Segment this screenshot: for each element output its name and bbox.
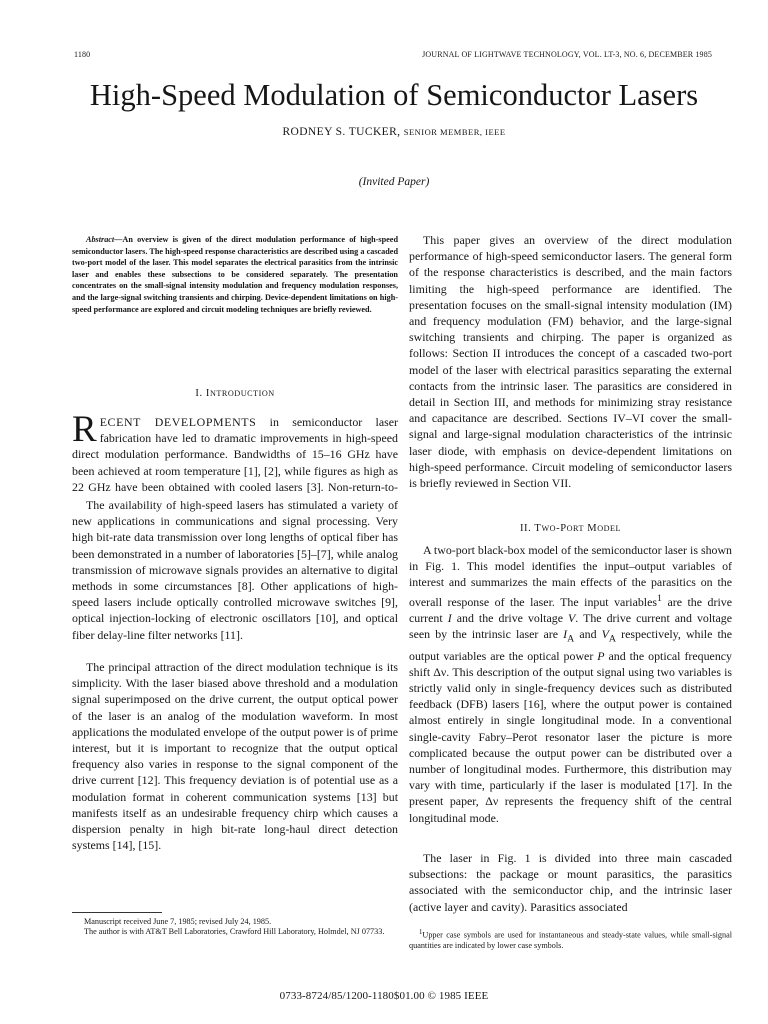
received-note: Manuscript received June 7, 1985; revised July 24, 1985. — [84, 917, 272, 926]
abstract-label: Abstract— — [86, 235, 123, 244]
section-heading-two-port-model — [409, 523, 732, 534]
section-title-rest: NTRODUCTION — [210, 389, 275, 398]
subscript-A: A — [567, 633, 575, 645]
overview-paragraph: This paper gives an overview of the direct modulation performance of high-speed semiconductor lasers. The general form of the response characteristics is described, and the main factors limiting the high-speed performance are identified. The presentation focuses on the small-signal intensity modulation (IM) and frequency modulation (FM) behavior, and the large-signal switching transients and chirping. The paper is organized as follows: Section II introduces the concept of a cascaded two-port model of the laser with electrical parasitics separating the external contacts from the intrinsic laser. The parasitics are considered in detail in Section III, and methods for minimizing stray resistance and capacitance are described. Sections IV–VI cover the small-signal and large-signal modulation characteristics of the intrinsic laser diode, with emphasis on device-dependent limitations on high-speed performance. Circuit modeling of semiconductor lasers is briefly reviewed in Section VII. — [409, 233, 732, 491]
title-word-2-rest: ORT — [566, 524, 585, 533]
symbol-V: V — [568, 610, 576, 625]
footnote-rule — [72, 912, 162, 913]
subscript-A: A — [608, 633, 617, 645]
drop-cap: R — [72, 414, 97, 450]
section-number: I. — [195, 388, 203, 399]
intro-paragraph-1 — [72, 414, 398, 497]
footnote-number: 1 — [419, 929, 423, 936]
manuscript-footnotes — [72, 917, 402, 938]
paper-title: High-Speed Modulation of Semiconductor Lasers — [89, 78, 699, 112]
text-run: respectively, while the output variables are the optical power — [409, 626, 732, 663]
paper-type: (Invited Paper) — [358, 176, 430, 188]
author-line — [60, 126, 728, 138]
intro-paragraph-2: The availability of high-speed lasers has stimulated a variety of new applications in communications and signal processing. Very high bit-rate data transmission over long lengths of optical fiber has been demonstrated in a number of laboratories [5]–[7], while analog transmission of microwave signals provides an alternative to digital methods in some circumstances [8]. Other applications of high-speed lasers include optically controlled microwave switches [9], optical injection-locking of electronic oscillators [10], and optical fiber delay-line filter networks [11]. — [72, 498, 398, 642]
left-column — [72, 234, 398, 919]
title-word-3-initial: M — [587, 523, 598, 534]
two-port-paragraph-1 — [409, 542, 732, 850]
abstract-text: An overview is given of the direct modulation performance of high-speed semiconductor lasers. The high-speed response characteristics are described using a cascaded two-port model of the laser. This model separates the electrical parasitics from the intrinsic laser and enables these subsections to be considered separately. The presentation concentrates on the small-signal intensity modulation and frequency modulation responses, and the large-signal switching transients and chirping. Device-dependent limitations on high-speed performance are explored and circuit modeling techniques are briefly reviewed. — [72, 235, 398, 314]
text-run: . The drive current and voltage seen by the intrinsic laser are — [409, 610, 732, 641]
section-heading-introduction — [72, 388, 398, 399]
section-number: II. — [519, 523, 532, 534]
text-run: and the drive voltage — [451, 610, 569, 625]
author-name: RODNEY S. TUCKER, — [282, 126, 401, 138]
symbol-VA: V — [601, 626, 609, 641]
symbol-footnote — [409, 928, 732, 952]
footnote-marker: 1 — [657, 592, 662, 604]
text-run: and the optical frequency shift Δν. This description of the output signal using two variables is strictly valid only in single-frequency devices such as distributed feedback (DFB) lasers [16], where the output power is contained almost entirely in single longitudinal mode. In a conventional single-cavity Fabry–Perot resonator laser the picture is more complicated because the output power can be distributed over a number of longitudinal modes. Furthermore, this distribution may vary with time, particularly if the laser is modulated [17]. In the present paper, Δν represents the frequency shift of the central longitudinal mode. — [409, 648, 732, 825]
lead-in-caps: ECENT DEVELOPMENTS — [99, 415, 257, 429]
symbol-P: P — [597, 648, 605, 663]
running-head — [74, 50, 712, 62]
section-title-initial: I — [205, 388, 211, 399]
author-membership: SENIOR MEMBER, IEEE — [403, 127, 506, 137]
author-affiliation-note: The author is with AT&T Bell Laboratories, Crawford Hill Laboratory, Holmdel, NJ 07733. — [84, 927, 385, 937]
title-word-2-initial: P — [560, 523, 567, 534]
page-number: 1180 — [74, 50, 91, 59]
intro-paragraph-1-text: in semiconductor laser fabrication have led to dramatic improvements in high-speed direct modulation performance. Bandwidths of 15–16 GHz have been achieved at room temperature [1], [2], while figures as high as 22 GHz have been obtained with cooled lasers [3]. Non-return-to- — [72, 415, 398, 494]
title-hyphen: - — [556, 523, 561, 534]
journal-citation: JOURNAL OF LIGHTWAVE TECHNOLOGY, VOL. LT-3, NO. 6, DECEMBER 1985 — [422, 50, 712, 59]
title-word-1-initial: T — [534, 523, 542, 534]
two-port-paragraph-2: The laser in Fig. 1 is divided into three main cascaded subsections: the package or mount parasitics, the parasitics associated with the semiconductor chip, and the intrinsic laser (active layer and cavity). Parasitics associated — [409, 851, 732, 914]
abstract — [72, 234, 398, 352]
title-word-3-rest: ODEL — [597, 524, 622, 533]
right-column — [409, 232, 732, 914]
symbol-IA: I — [563, 626, 568, 641]
symbol-I: I — [447, 610, 452, 625]
footnote-text: Upper case symbols are used for instantaneous and steady-state values, while small-signal quantities are indicated by lower case symbols. — [409, 930, 732, 951]
copyright-footer: 0733-8724/85/1200-1180$01.00 © 1985 IEEE — [279, 990, 489, 1002]
intro-paragraph-3: The principal attraction of the direct modulation technique is its simplicity. With the laser biased above threshold and a modulation signal superimposed on the drive current, the output optical power of the laser is an analog of the modulation waveform. In most applications the modulated envelope of the output power is of prime interest, but it is important to recognize that the output optical frequency also varies in response to the signal component of the drive current [12]. This frequency deviation is of potential use as a modulation format in coherent communication systems [13] but manifests itself as an undesirable frequency chirp which causes a dispersion penalty in high bit-rate long-haul direct detection systems [14], [15]. — [72, 660, 398, 853]
title-word-1-rest: WO — [541, 524, 557, 533]
text-run: are the drive current — [409, 594, 732, 625]
text-run: and — [574, 626, 602, 641]
text-run: A two-port black-box model of the semiconductor laser is shown in Fig. 1. This model identifies the input–output variables of interest and summarizes the main effects of the parasitics on the overall response of the laser. The input variables — [409, 543, 732, 609]
